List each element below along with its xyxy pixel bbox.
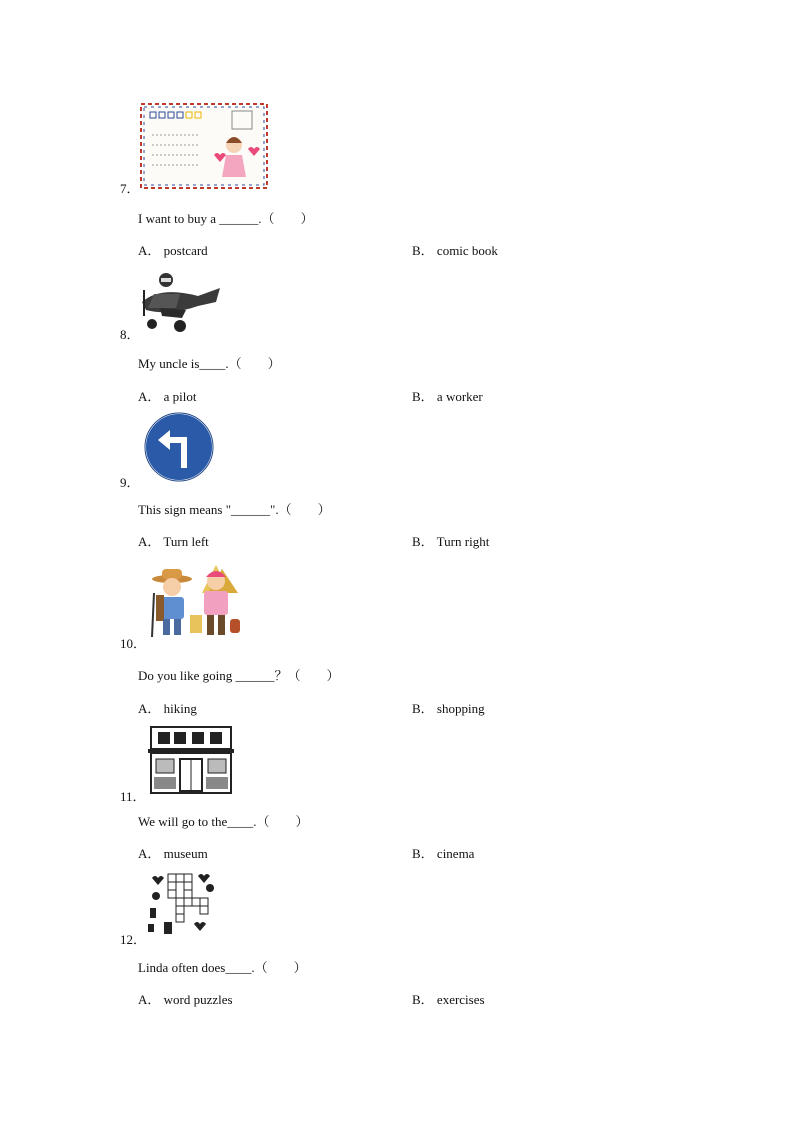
question-number: 8．	[120, 327, 140, 342]
question-number: 12．	[120, 932, 147, 947]
option-a[interactable]: A． hiking	[138, 701, 197, 716]
question-stem: My uncle is____.（ ）	[138, 356, 281, 371]
airplane-pilot-picture	[140, 268, 224, 334]
option-a[interactable]: A． museum	[138, 846, 208, 861]
option-b[interactable]: B． exercises	[412, 992, 485, 1007]
option-a[interactable]: A． Turn left	[138, 534, 209, 549]
postcard-picture	[140, 103, 268, 189]
word-puzzle-picture	[146, 870, 218, 938]
question-stem: This sign means "______".（ ）	[138, 502, 331, 517]
question-number: 10．	[120, 636, 147, 651]
option-b[interactable]: B． Turn right	[412, 534, 490, 549]
option-b[interactable]: B． a worker	[412, 389, 483, 404]
question-stem: Do you like going ______？（ ）	[138, 668, 340, 683]
question-stem: Linda often does____.（ ）	[138, 960, 307, 975]
question-number: 9．	[120, 475, 140, 490]
option-b[interactable]: B． comic book	[412, 243, 498, 258]
cinema-building-picture	[148, 725, 234, 795]
hikers-picture	[146, 563, 242, 641]
question-number: 11．	[120, 789, 146, 804]
question-stem: We will go to the____.（ ）	[138, 814, 309, 829]
question-number: 7．	[120, 181, 140, 196]
option-b[interactable]: B． shopping	[412, 701, 485, 716]
question-stem: I want to buy a ______.（ ）	[138, 211, 314, 226]
option-a[interactable]: A． a pilot	[138, 389, 197, 404]
option-b[interactable]: B． cinema	[412, 846, 475, 861]
turn-left-sign-picture	[144, 412, 214, 482]
option-a[interactable]: A． postcard	[138, 243, 208, 258]
option-a[interactable]: A． word puzzles	[138, 992, 233, 1007]
